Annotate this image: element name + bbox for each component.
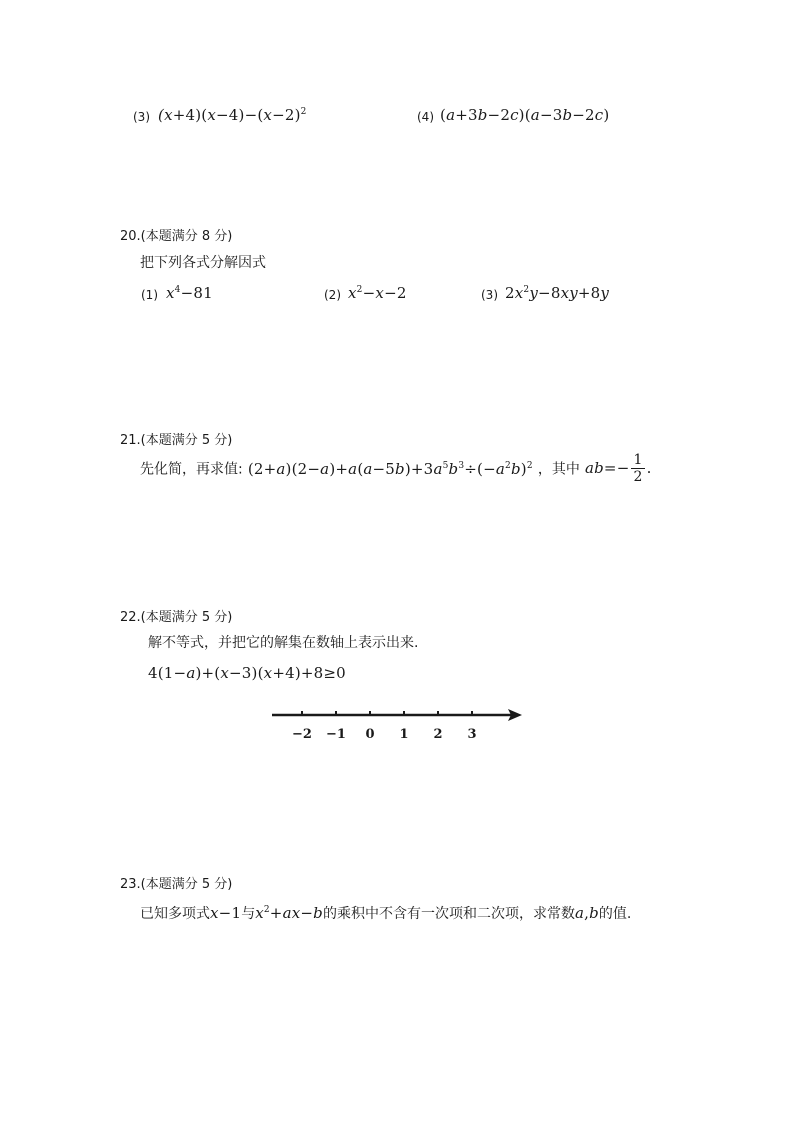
q22-header: 22.(本题满分 5 分) (120, 610, 233, 625)
q20-item-2-expression: $x^2-x-2$ (348, 284, 407, 302)
q20-item-1-label: (1) (141, 288, 158, 302)
q23-poly2: $x^2+ax-b$ (255, 904, 323, 922)
q20-item-2-label: (2) (324, 288, 341, 302)
number-line (262, 700, 532, 750)
q19-item-3-expression: $(x+4)(x-4)-(x-2)^2$ (158, 106, 307, 124)
q21-fraction (631, 452, 644, 485)
number-line-tick-label: −1 (326, 727, 346, 742)
number-line-tick-label: 2 (433, 727, 443, 742)
q23-part4: 的值. (598, 906, 632, 922)
q21-body (140, 452, 652, 485)
q20-instruction: 把下列各式分解因式 (140, 255, 266, 271)
q23-part2: 与 (241, 906, 256, 922)
q21-fraction-denominator: 2 (633, 469, 643, 485)
q21-where: ，其中 (537, 461, 580, 478)
q23-part1: 已知多项式 (140, 906, 210, 922)
number-line-tick-label: 0 (365, 727, 375, 742)
number-line-tick-label: 1 (399, 727, 409, 742)
q21-fraction-numerator: 1 (633, 452, 643, 468)
q21-prefix: 先化简，再求值: (140, 461, 243, 478)
q19-item-3-label: (3) (133, 110, 150, 124)
q23-part3: 的乘积中不含有一次项和二次项，求常数 (322, 906, 575, 922)
q22-inequality: 4(1−a)+(x−3)(x+4)+8≥0 (148, 664, 346, 682)
q23-constants: a,b (574, 904, 599, 922)
q20-header: 20.(本题满分 8 分) (120, 229, 233, 244)
q20-item-1-expression: $x^4-81$ (166, 284, 213, 302)
q21-header: 21.(本题满分 5 分) (120, 433, 233, 448)
q23-header: 23.(本题满分 5 分) (120, 877, 233, 892)
q19-item-4-label: (4) (417, 110, 434, 124)
q19-item-4-expression: (a+3b−2c)(a−3b−2c) (440, 106, 610, 124)
number-line-tick-label: 3 (467, 727, 477, 742)
number-line-tick-label: −2 (292, 727, 312, 742)
q22-instruction: 解不等式，并把它的解集在数轴上表示出来. (148, 635, 419, 651)
q21-condition: ab=− $\frac{1}{2}$ . (584, 452, 652, 485)
q20-item-3-label: (3) (481, 288, 498, 302)
q21-expression: $(2+a)(2-a)+a(a-5b)+3a^5b^3\div(-a^2b)^2$ (247, 459, 533, 478)
q23-poly1: x−1 (210, 904, 242, 922)
q23-body (140, 903, 631, 923)
q20-item-3-expression: $2x^2y-8xy+8y$ (505, 284, 610, 302)
